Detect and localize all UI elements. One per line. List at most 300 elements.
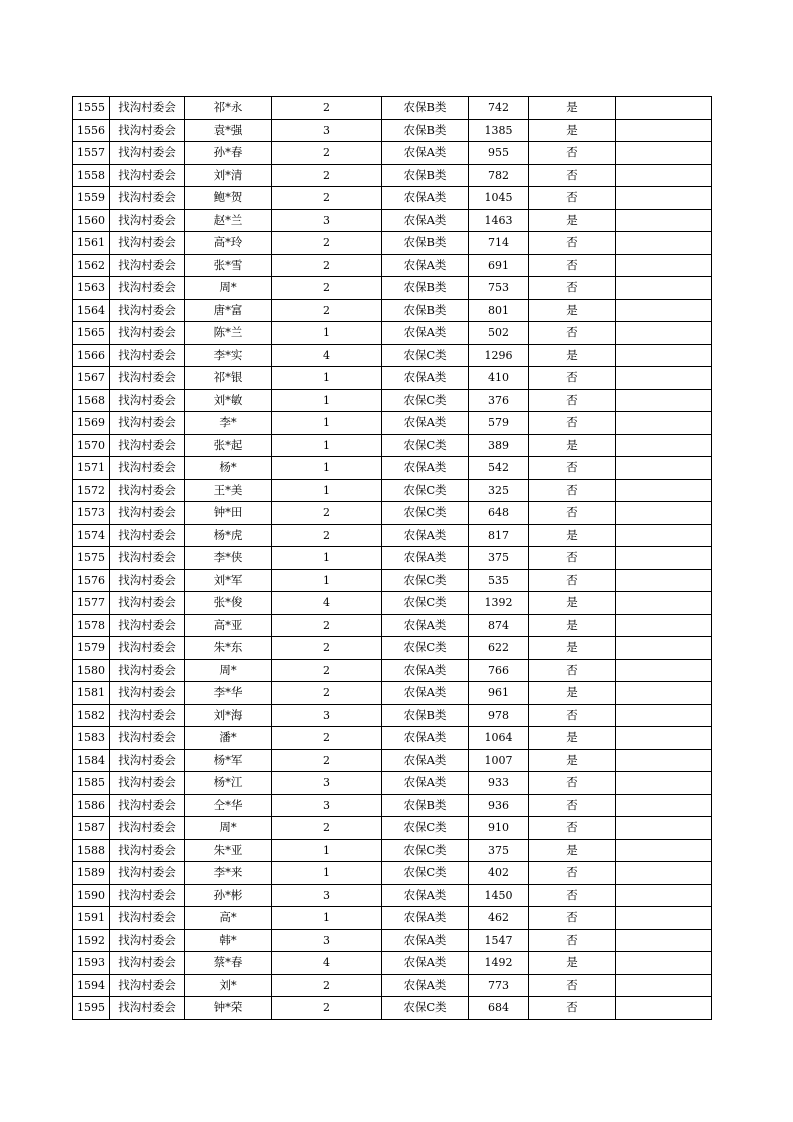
household-count-cell: 1 [272,479,382,502]
village-committee-cell: 找沟村委会 [110,772,185,795]
amount-cell: 742 [469,97,529,120]
note-cell [616,749,712,772]
insurance-type-cell: 农保B类 [382,97,469,120]
beneficiary-table [72,96,712,1020]
amount-cell: 579 [469,412,529,435]
insurance-type-cell: 农保A类 [382,367,469,390]
status-flag-cell: 是 [529,839,616,862]
village-committee-cell: 找沟村委会 [110,344,185,367]
person-name-cell: 袁*强 [185,119,272,142]
amount-cell: 542 [469,457,529,480]
note-cell [616,952,712,975]
amount-cell: 1385 [469,119,529,142]
person-name-cell: 陈*兰 [185,322,272,345]
note-cell [616,254,712,277]
table-row [73,479,712,502]
insurance-type-cell: 农保A类 [382,929,469,952]
row-number-cell: 1573 [73,502,110,525]
row-number-cell: 1581 [73,682,110,705]
status-flag-cell: 是 [529,209,616,232]
row-number-cell: 1590 [73,884,110,907]
amount-cell: 462 [469,907,529,930]
status-flag-cell: 否 [529,974,616,997]
insurance-type-cell: 农保C类 [382,434,469,457]
table-row [73,907,712,930]
status-flag-cell: 否 [529,659,616,682]
amount-cell: 1492 [469,952,529,975]
amount-cell: 782 [469,164,529,187]
table-row [73,502,712,525]
status-flag-cell: 否 [529,547,616,570]
person-name-cell: 王*美 [185,479,272,502]
household-count-cell: 2 [272,727,382,750]
table-row [73,772,712,795]
village-committee-cell: 找沟村委会 [110,164,185,187]
note-cell [616,794,712,817]
household-count-cell: 3 [272,929,382,952]
person-name-cell: 朱*亚 [185,839,272,862]
insurance-type-cell: 农保A类 [382,254,469,277]
table-row [73,839,712,862]
person-name-cell: 高*玲 [185,232,272,255]
status-flag-cell: 否 [529,322,616,345]
amount-cell: 410 [469,367,529,390]
amount-cell: 817 [469,524,529,547]
person-name-cell: 孙*春 [185,142,272,165]
amount-cell: 375 [469,547,529,570]
status-flag-cell: 是 [529,119,616,142]
row-number-cell: 1582 [73,704,110,727]
village-committee-cell: 找沟村委会 [110,569,185,592]
table-row [73,322,712,345]
table-row [73,614,712,637]
amount-cell: 766 [469,659,529,682]
amount-cell: 955 [469,142,529,165]
note-cell [616,659,712,682]
person-name-cell: 朱*东 [185,637,272,660]
village-committee-cell: 找沟村委会 [110,704,185,727]
table-row [73,929,712,952]
status-flag-cell: 否 [529,907,616,930]
person-name-cell: 刘*敏 [185,389,272,412]
row-number-cell: 1587 [73,817,110,840]
row-number-cell: 1579 [73,637,110,660]
household-count-cell: 4 [272,592,382,615]
row-number-cell: 1593 [73,952,110,975]
person-name-cell: 张*雪 [185,254,272,277]
insurance-type-cell: 农保C类 [382,592,469,615]
person-name-cell: 刘* [185,974,272,997]
row-number-cell: 1577 [73,592,110,615]
table-row [73,457,712,480]
insurance-type-cell: 农保C类 [382,839,469,862]
table-row [73,209,712,232]
household-count-cell: 1 [272,547,382,570]
table-row [73,952,712,975]
note-cell [616,322,712,345]
household-count-cell: 3 [272,119,382,142]
person-name-cell: 张*俊 [185,592,272,615]
person-name-cell: 刘*军 [185,569,272,592]
row-number-cell: 1570 [73,434,110,457]
note-cell [616,232,712,255]
person-name-cell: 杨*虎 [185,524,272,547]
table-row [73,344,712,367]
insurance-type-cell: 农保A类 [382,659,469,682]
household-count-cell: 1 [272,457,382,480]
insurance-type-cell: 农保A类 [382,974,469,997]
village-committee-cell: 找沟村委会 [110,97,185,120]
village-committee-cell: 找沟村委会 [110,974,185,997]
insurance-type-cell: 农保B类 [382,299,469,322]
note-cell [616,502,712,525]
village-committee-cell: 找沟村委会 [110,749,185,772]
village-committee-cell: 找沟村委会 [110,322,185,345]
household-count-cell: 1 [272,434,382,457]
insurance-type-cell: 农保A类 [382,749,469,772]
household-count-cell: 3 [272,704,382,727]
note-cell [616,299,712,322]
household-count-cell: 2 [272,142,382,165]
household-count-cell: 2 [272,187,382,210]
insurance-type-cell: 农保A类 [382,952,469,975]
note-cell [616,727,712,750]
person-name-cell: 潘* [185,727,272,750]
table-container [72,96,711,1020]
village-committee-cell: 找沟村委会 [110,637,185,660]
amount-cell: 961 [469,682,529,705]
status-flag-cell: 是 [529,682,616,705]
person-name-cell: 祁*银 [185,367,272,390]
row-number-cell: 1592 [73,929,110,952]
status-flag-cell: 否 [529,412,616,435]
amount-cell: 325 [469,479,529,502]
household-count-cell: 3 [272,209,382,232]
person-name-cell: 祁*永 [185,97,272,120]
insurance-type-cell: 农保B类 [382,704,469,727]
household-count-cell: 2 [272,524,382,547]
household-count-cell: 4 [272,952,382,975]
household-count-cell: 2 [272,254,382,277]
table-row [73,637,712,660]
note-cell [616,839,712,862]
person-name-cell: 蔡*春 [185,952,272,975]
person-name-cell: 李*来 [185,862,272,885]
village-committee-cell: 找沟村委会 [110,997,185,1020]
table-row [73,997,712,1020]
status-flag-cell: 否 [529,142,616,165]
household-count-cell: 2 [272,232,382,255]
village-committee-cell: 找沟村委会 [110,659,185,682]
status-flag-cell: 否 [529,817,616,840]
row-number-cell: 1588 [73,839,110,862]
row-number-cell: 1589 [73,862,110,885]
amount-cell: 936 [469,794,529,817]
person-name-cell: 杨*江 [185,772,272,795]
household-count-cell: 3 [272,794,382,817]
amount-cell: 801 [469,299,529,322]
amount-cell: 1064 [469,727,529,750]
village-committee-cell: 找沟村委会 [110,884,185,907]
insurance-type-cell: 农保A类 [382,682,469,705]
amount-cell: 1007 [469,749,529,772]
amount-cell: 691 [469,254,529,277]
insurance-type-cell: 农保C类 [382,344,469,367]
row-number-cell: 1571 [73,457,110,480]
amount-cell: 648 [469,502,529,525]
household-count-cell: 1 [272,569,382,592]
insurance-type-cell: 农保A类 [382,412,469,435]
note-cell [616,277,712,300]
table-row [73,794,712,817]
village-committee-cell: 找沟村委会 [110,952,185,975]
person-name-cell: 韩* [185,929,272,952]
household-count-cell: 1 [272,839,382,862]
note-cell [616,592,712,615]
village-committee-cell: 找沟村委会 [110,524,185,547]
household-count-cell: 2 [272,277,382,300]
row-number-cell: 1566 [73,344,110,367]
table-row [73,884,712,907]
household-count-cell: 2 [272,637,382,660]
row-number-cell: 1583 [73,727,110,750]
note-cell [616,209,712,232]
insurance-type-cell: 农保C类 [382,637,469,660]
insurance-type-cell: 农保A类 [382,547,469,570]
household-count-cell: 2 [272,749,382,772]
note-cell [616,524,712,547]
note-cell [616,862,712,885]
status-flag-cell: 是 [529,299,616,322]
village-committee-cell: 找沟村委会 [110,187,185,210]
person-name-cell: 赵*兰 [185,209,272,232]
table-row [73,277,712,300]
note-cell [616,704,712,727]
table-body [73,97,712,1020]
table-row [73,524,712,547]
village-committee-cell: 找沟村委会 [110,839,185,862]
amount-cell: 376 [469,389,529,412]
table-row [73,862,712,885]
table-row [73,592,712,615]
table-row [73,97,712,120]
table-row [73,254,712,277]
village-committee-cell: 找沟村委会 [110,389,185,412]
village-committee-cell: 找沟村委会 [110,119,185,142]
status-flag-cell: 是 [529,952,616,975]
insurance-type-cell: 农保A类 [382,524,469,547]
amount-cell: 773 [469,974,529,997]
village-committee-cell: 找沟村委会 [110,232,185,255]
insurance-type-cell: 农保A类 [382,457,469,480]
person-name-cell: 李*实 [185,344,272,367]
amount-cell: 1463 [469,209,529,232]
table-row [73,974,712,997]
row-number-cell: 1556 [73,119,110,142]
status-flag-cell: 是 [529,97,616,120]
note-cell [616,119,712,142]
status-flag-cell: 是 [529,749,616,772]
insurance-type-cell: 农保A类 [382,727,469,750]
insurance-type-cell: 农保C类 [382,862,469,885]
note-cell [616,974,712,997]
amount-cell: 933 [469,772,529,795]
status-flag-cell: 否 [529,704,616,727]
status-flag-cell: 是 [529,344,616,367]
village-committee-cell: 找沟村委会 [110,794,185,817]
table-row [73,389,712,412]
village-committee-cell: 找沟村委会 [110,434,185,457]
row-number-cell: 1564 [73,299,110,322]
row-number-cell: 1568 [73,389,110,412]
person-name-cell: 周* [185,277,272,300]
village-committee-cell: 找沟村委会 [110,614,185,637]
row-number-cell: 1591 [73,907,110,930]
amount-cell: 402 [469,862,529,885]
insurance-type-cell: 农保B类 [382,164,469,187]
row-number-cell: 1555 [73,97,110,120]
row-number-cell: 1562 [73,254,110,277]
person-name-cell: 杨*军 [185,749,272,772]
note-cell [616,344,712,367]
note-cell [616,569,712,592]
status-flag-cell: 否 [529,502,616,525]
amount-cell: 1450 [469,884,529,907]
household-count-cell: 2 [272,164,382,187]
table-row [73,704,712,727]
row-number-cell: 1561 [73,232,110,255]
status-flag-cell: 否 [529,187,616,210]
table-row [73,817,712,840]
status-flag-cell: 否 [529,569,616,592]
amount-cell: 1045 [469,187,529,210]
table-row [73,142,712,165]
row-number-cell: 1584 [73,749,110,772]
table-row [73,164,712,187]
insurance-type-cell: 农保A类 [382,772,469,795]
household-count-cell: 2 [272,659,382,682]
note-cell [616,367,712,390]
insurance-type-cell: 农保B类 [382,232,469,255]
table-row [73,547,712,570]
insurance-type-cell: 农保B类 [382,277,469,300]
person-name-cell: 周* [185,659,272,682]
table-row [73,232,712,255]
amount-cell: 389 [469,434,529,457]
household-count-cell: 2 [272,997,382,1020]
amount-cell: 684 [469,997,529,1020]
person-name-cell: 张*起 [185,434,272,457]
village-committee-cell: 找沟村委会 [110,277,185,300]
note-cell [616,97,712,120]
insurance-type-cell: 农保C类 [382,502,469,525]
note-cell [616,772,712,795]
row-number-cell: 1567 [73,367,110,390]
person-name-cell: 钟*荣 [185,997,272,1020]
row-number-cell: 1585 [73,772,110,795]
village-committee-cell: 找沟村委会 [110,682,185,705]
table-row [73,659,712,682]
household-count-cell: 3 [272,772,382,795]
row-number-cell: 1574 [73,524,110,547]
note-cell [616,637,712,660]
note-cell [616,389,712,412]
note-cell [616,412,712,435]
status-flag-cell: 是 [529,637,616,660]
status-flag-cell: 否 [529,794,616,817]
row-number-cell: 1558 [73,164,110,187]
row-number-cell: 1594 [73,974,110,997]
amount-cell: 375 [469,839,529,862]
note-cell [616,907,712,930]
insurance-type-cell: 农保C类 [382,389,469,412]
household-count-cell: 2 [272,614,382,637]
person-name-cell: 刘*清 [185,164,272,187]
row-number-cell: 1560 [73,209,110,232]
village-committee-cell: 找沟村委会 [110,862,185,885]
note-cell [616,547,712,570]
village-committee-cell: 找沟村委会 [110,367,185,390]
amount-cell: 874 [469,614,529,637]
status-flag-cell: 否 [529,389,616,412]
village-committee-cell: 找沟村委会 [110,592,185,615]
amount-cell: 1296 [469,344,529,367]
row-number-cell: 1565 [73,322,110,345]
village-committee-cell: 找沟村委会 [110,479,185,502]
household-count-cell: 2 [272,817,382,840]
village-committee-cell: 找沟村委会 [110,817,185,840]
household-count-cell: 1 [272,412,382,435]
household-count-cell: 1 [272,389,382,412]
table-row [73,749,712,772]
household-count-cell: 2 [272,502,382,525]
table-row [73,412,712,435]
village-committee-cell: 找沟村委会 [110,547,185,570]
village-committee-cell: 找沟村委会 [110,929,185,952]
row-number-cell: 1595 [73,997,110,1020]
village-committee-cell: 找沟村委会 [110,907,185,930]
table-row [73,569,712,592]
row-number-cell: 1563 [73,277,110,300]
row-number-cell: 1572 [73,479,110,502]
person-name-cell: 李* [185,412,272,435]
status-flag-cell: 否 [529,884,616,907]
household-count-cell: 1 [272,862,382,885]
household-count-cell: 1 [272,367,382,390]
row-number-cell: 1575 [73,547,110,570]
amount-cell: 1392 [469,592,529,615]
person-name-cell: 高*亚 [185,614,272,637]
insurance-type-cell: 农保C类 [382,479,469,502]
amount-cell: 502 [469,322,529,345]
note-cell [616,614,712,637]
note-cell [616,817,712,840]
insurance-type-cell: 农保C类 [382,997,469,1020]
person-name-cell: 高* [185,907,272,930]
status-flag-cell: 是 [529,727,616,750]
village-committee-cell: 找沟村委会 [110,412,185,435]
status-flag-cell: 否 [529,479,616,502]
insurance-type-cell: 农保A类 [382,907,469,930]
table-row [73,119,712,142]
insurance-type-cell: 农保C类 [382,817,469,840]
note-cell [616,682,712,705]
row-number-cell: 1586 [73,794,110,817]
status-flag-cell: 否 [529,254,616,277]
table-row [73,299,712,322]
insurance-type-cell: 农保C类 [382,569,469,592]
status-flag-cell: 否 [529,862,616,885]
